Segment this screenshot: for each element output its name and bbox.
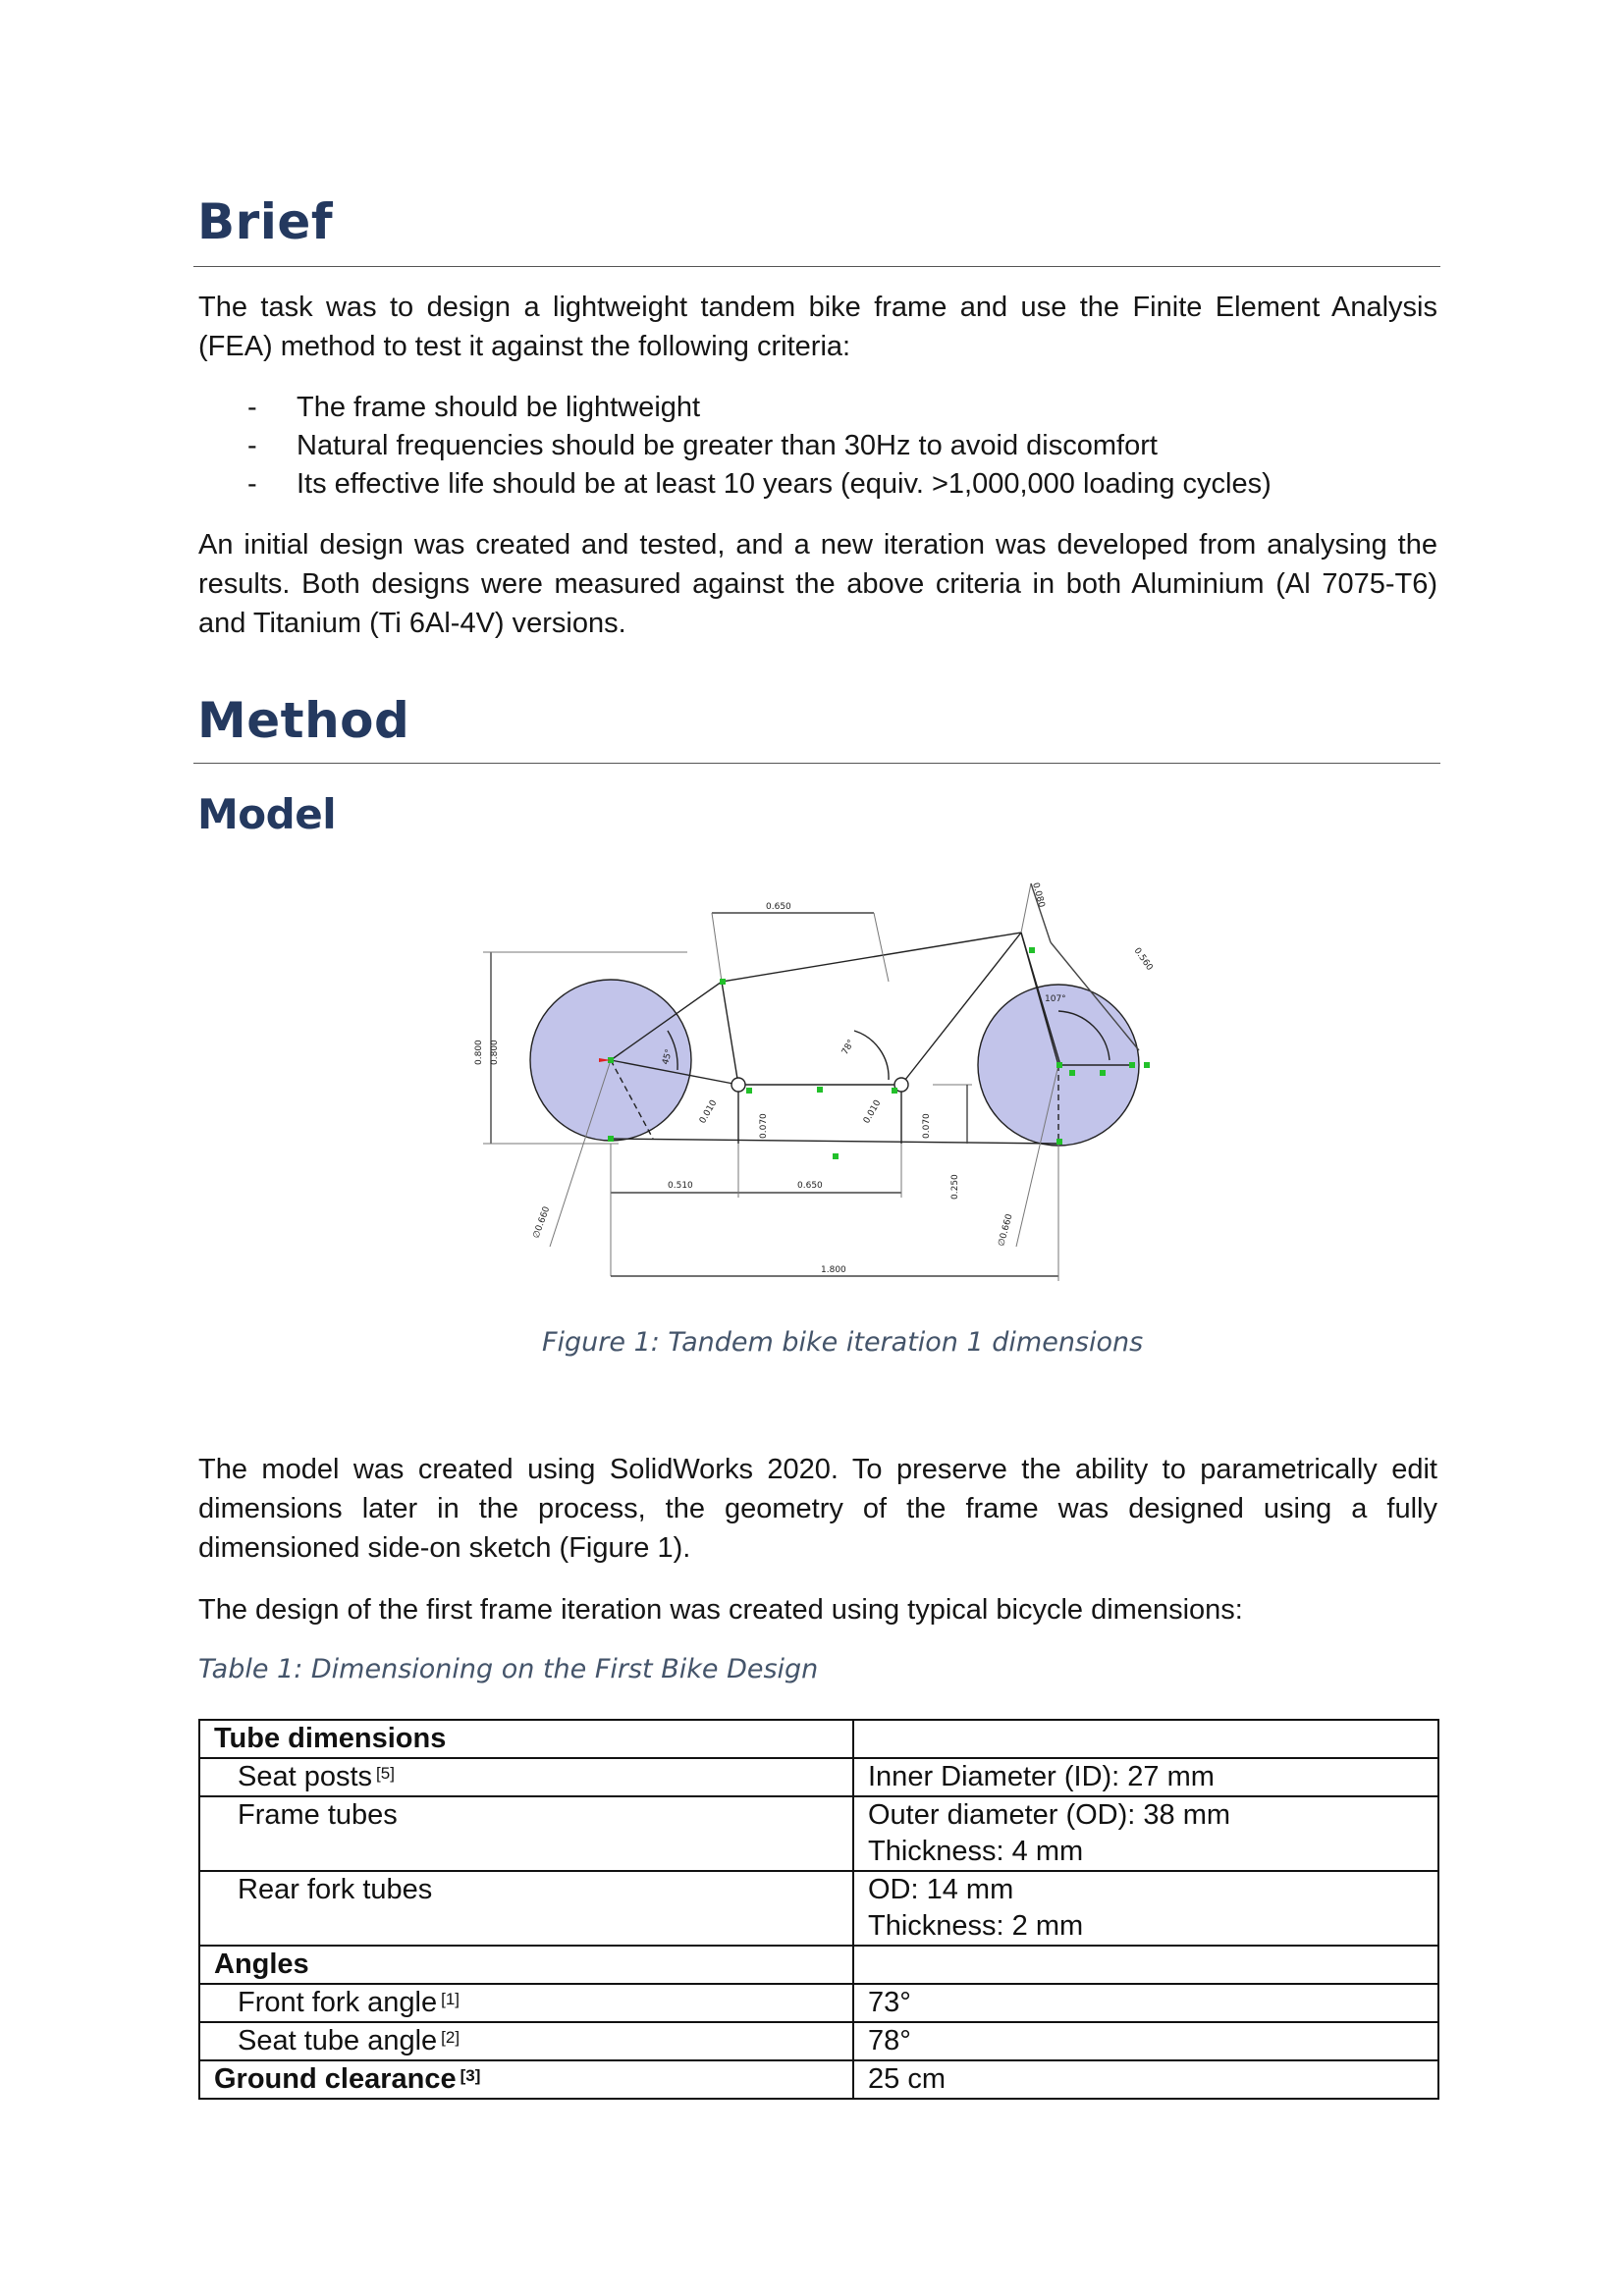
bullet-dash: -	[247, 392, 257, 423]
row-label: Angles	[199, 1946, 853, 1984]
table-intro: The design of the first frame iteration was created using typical bicycle dimensions:	[198, 1594, 1243, 1626]
row-value: Outer diameter (OD): 38 mm Thickness: 4 mm	[853, 1796, 1438, 1871]
table-row	[199, 2022, 1438, 2060]
dim-top-length: 0.650	[766, 902, 791, 912]
row-label: Tube dimensions	[199, 1720, 853, 1758]
row-value: 73°	[853, 1984, 1438, 2022]
dim-head-tube: 0.560	[1131, 945, 1155, 973]
criteria-text: Natural frequencies should be greater than 30Hz to avoid discomfort	[297, 430, 1158, 461]
figure-caption: Figure 1: Tandem bike iteration 1 dimensions	[542, 1327, 1144, 1358]
reference-marker: [2]	[441, 2028, 460, 2047]
dim-height-2: 0.800	[490, 1040, 500, 1065]
bullet-dash: -	[247, 430, 257, 461]
row-value: 78°	[853, 2022, 1438, 2060]
row-label: Frame tubes	[199, 1796, 853, 1871]
row-value: Inner Diameter (ID): 27 mm	[853, 1758, 1438, 1796]
dim-clearance: 0.250	[950, 1174, 960, 1200]
reference-marker: [5]	[376, 1764, 395, 1783]
dim-height-1: 0.800	[474, 1040, 484, 1065]
dim-seat-angle: 78°	[839, 1038, 857, 1057]
dim-fork-offset: 0.080	[1030, 881, 1047, 909]
dim-hole-1: 0.010	[697, 1098, 720, 1126]
heading-rule	[193, 763, 1440, 764]
table-row	[199, 1871, 1438, 1946]
row-label: Rear fork tubes	[199, 1871, 853, 1946]
model-heading: Model	[197, 790, 337, 838]
dim-tube-1: 0.070	[759, 1113, 769, 1139]
brief-intro: The task was to design a lightweight tandem bike frame and use the Finite Element Analysis (FEA) method to test it against the following criteria:	[198, 292, 1437, 362]
table-row	[199, 1796, 1438, 1871]
table-caption: Table 1: Dimensioning on the First Bike Design	[198, 1654, 819, 1684]
dim-left-angle: 45°	[661, 1047, 676, 1066]
row-label: Ground clearance [3]	[199, 2060, 853, 2099]
table-row	[199, 1984, 1438, 2022]
dim-wheel-left: ∅0.660	[531, 1205, 553, 1241]
row-label: Seat tube angle [2]	[199, 2022, 853, 2060]
brief-heading: Brief	[197, 193, 334, 250]
method-heading: Method	[197, 692, 410, 749]
row-label: Front fork angle [1]	[199, 1984, 853, 2022]
criteria-text: Its effective life should be at least 10 years (equiv. >1,000,000 loading cycles)	[297, 468, 1272, 500]
bullet-dash: -	[247, 468, 257, 500]
model-paragraph: The model was created using SolidWorks 2020. To preserve the ability to parametrically edit dimensions later in the process, the geometry of the frame was designed using a fully dimensioned side-on sketch (Figure 1).	[198, 1454, 1437, 1564]
row-value	[853, 1946, 1438, 1984]
brief-summary: An initial design was created and tested, and a new iteration was developed from analysing the results. Both designs were measured against the above criteria in both Aluminium (Al 7075-T6) and Titanium (Ti 6Al-4V) versions.	[198, 529, 1437, 639]
dim-bottom-2: 0.650	[797, 1181, 823, 1191]
table-row	[199, 1946, 1438, 1984]
heading-rule	[193, 266, 1440, 267]
row-label: Seat posts [5]	[199, 1758, 853, 1796]
table-row	[199, 1720, 1438, 1758]
dim-total-length: 1.800	[821, 1265, 846, 1275]
table-row	[199, 1758, 1438, 1796]
row-value	[853, 1720, 1438, 1758]
dim-bottom-1: 0.510	[668, 1181, 693, 1191]
reference-marker: [1]	[441, 1990, 460, 2008]
table-row	[199, 2060, 1438, 2099]
dim-tube-2: 0.070	[922, 1113, 932, 1139]
dim-head-angle: 107°	[1045, 994, 1066, 1004]
dimensions-table	[198, 1719, 1439, 2100]
dim-hole-2: 0.010	[861, 1098, 884, 1126]
criteria-text: The frame should be lightweight	[297, 392, 701, 423]
bike-sketch-figure	[452, 864, 1178, 1296]
row-value: 25 cm	[853, 2060, 1438, 2099]
dim-wheel-right: ∅0.660	[997, 1212, 1015, 1248]
reference-marker: [3]	[460, 2066, 481, 2085]
row-value: OD: 14 mm Thickness: 2 mm	[853, 1871, 1438, 1946]
